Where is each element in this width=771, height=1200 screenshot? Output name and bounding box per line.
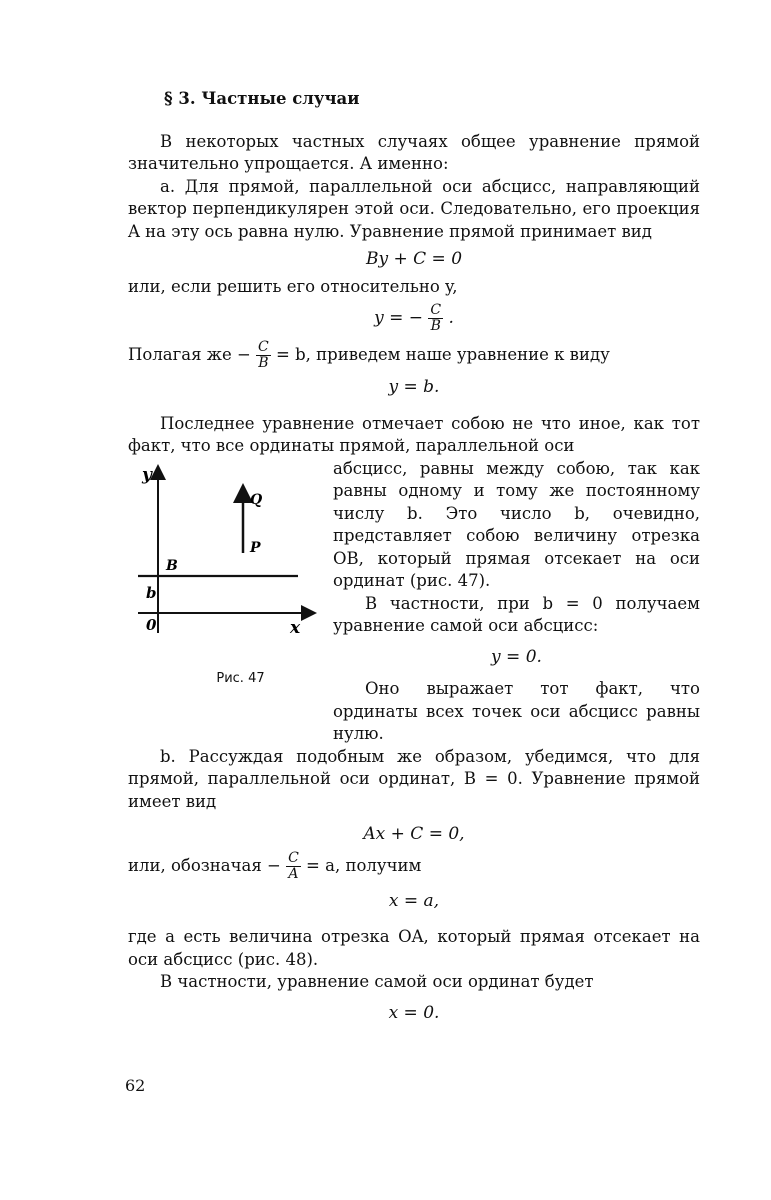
fraction-numerator: C [430, 302, 442, 318]
point-p-label: P [250, 539, 261, 556]
paragraph-case-b: b. Рассуждая подобным же образом, убедимся, что для прямой, параллельной оси ординат, B = 0. Уравнение прямой имеет вид [128, 746, 700, 811]
paragraph-intro: В некоторых частных случаях общее уравнение прямой значительно упрощается. А именно: [128, 131, 700, 173]
fraction-polagaya [256, 340, 271, 371]
section-heading: § 3. Частные случаи [164, 89, 360, 108]
polagaya-start: Полагая же − [128, 345, 251, 364]
fraction-numerator: C [258, 339, 269, 355]
paragraph-last-wide: Последнее уравнение отмечает собою не что иное, как тот факт, что все ординаты прямой, параллельной оси [128, 413, 700, 455]
paragraph-express: Оно выражает тот факт, что ординаты всех точек оси абсцисс равны нулю. [333, 679, 700, 743]
paragraph-last-wrap: абсцисс, равны между собою, так как равны одному и тому же постоянному числу b. Это число b, очевидно, представляет собою величину отрезка OB, который прямая отсекает на оси ординат (рис. 47). [333, 458, 700, 590]
page-body [128, 88, 700, 1029]
fraction-denominator: A [288, 865, 299, 882]
y-axis-label: y [142, 464, 152, 485]
paragraph-polagaya [128, 340, 700, 371]
point-b-label: B [166, 557, 178, 574]
origin-label: 0 [146, 615, 157, 634]
polagaya-end: = b, приведем наше уравнение к виду [276, 345, 610, 364]
point-q-label: Q [250, 491, 263, 508]
oboznachaya-end: = a, получим [306, 855, 422, 875]
figure-caption: Рис. 47 [216, 671, 265, 686]
fraction-c-a [286, 851, 301, 882]
oboznachaya-start: или, обозначая − [128, 855, 281, 875]
formula-end: . [448, 308, 454, 328]
fraction-c-b [428, 303, 443, 334]
formula-lhs: y = − [374, 308, 423, 328]
figure-47 [128, 458, 333, 746]
figure-47-drawing [128, 458, 333, 658]
figure-wrap [128, 458, 700, 746]
page-number: 62 [125, 1076, 146, 1095]
paragraph-or-solve: или, если решить его относительно y, [128, 276, 458, 296]
paragraph-case-a: а. Для прямой, параллельной оси абсцисс, направляющий вектор перпендикулярен этой оси. Следовательно, его проекция A на эту ось равна нулю. Уравнение прямой принимает вид [128, 176, 700, 241]
formula-x-zero: x = 0. [388, 1002, 440, 1023]
paragraph-ordinates: В частности, уравнение самой оси ординат будет [160, 972, 594, 991]
paragraph-particular: В частности, при b = 0 получаем уравнение самой оси абсцисс: [333, 593, 700, 635]
fraction-denominator: B [258, 355, 269, 371]
paragraph-oboznachaya [128, 851, 700, 882]
formula-y-b: y = b. [388, 377, 440, 397]
formula-by-c: By + C = 0 [365, 249, 463, 269]
b-label: b [146, 583, 157, 602]
wrapped-text [333, 458, 700, 746]
formula-ax-c: Ax + C = 0, [363, 824, 465, 844]
formula-y-zero: y = 0. [491, 646, 542, 667]
formula-x-a: x = a, [388, 890, 440, 911]
fraction-numerator: C [288, 849, 299, 866]
x-axis-label: x [290, 617, 301, 638]
fraction-denominator: B [430, 318, 441, 334]
formula-y-minus-c-over-b [128, 303, 700, 334]
paragraph-gde: где a есть величина отрезка OA, который прямая отсекает на оси абсцисс (рис. 48). [128, 927, 700, 969]
